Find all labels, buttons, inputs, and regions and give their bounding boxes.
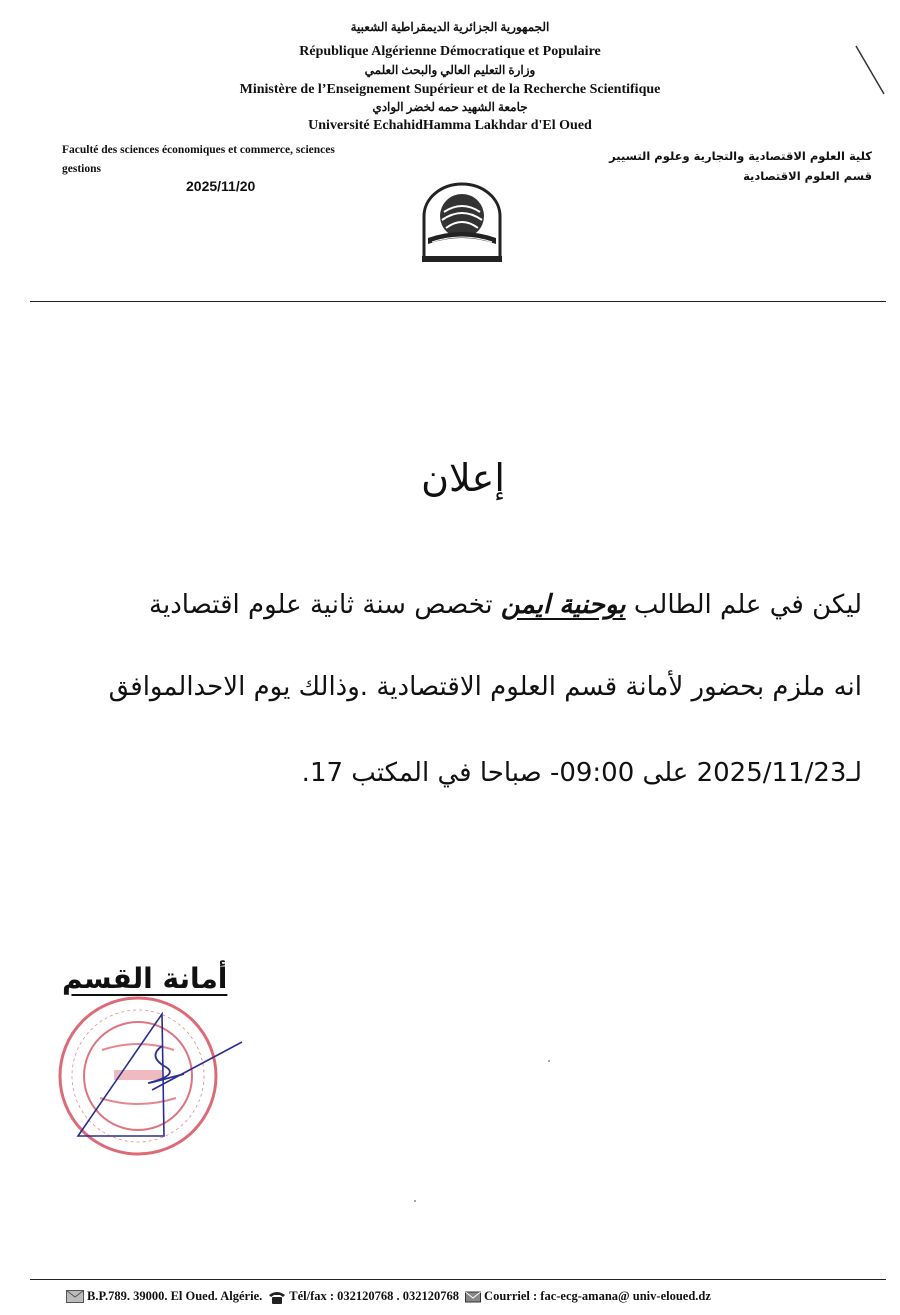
speck [548, 1060, 550, 1062]
footer [66, 1289, 711, 1304]
faculty-fr-line1: Faculté des sciences économiques et commerce, sciences [62, 144, 335, 156]
faculty-ar-line1: كلية العلوم الاقتصادية والتجارية وعلوم التسيير [609, 149, 872, 163]
announcement-line-1 [149, 590, 862, 620]
footer-divider [30, 1279, 886, 1280]
faculty-ar [609, 146, 872, 186]
university-logo [418, 182, 506, 264]
faculty-fr [62, 141, 412, 179]
announcement-line-3: لـ2025/11/23 على 09:00- صباحا في المكتب 17. [301, 758, 862, 788]
ministry-ar: وزارة التعليم العالي والبحث العلمي [364, 63, 536, 77]
footer-address: B.P.789. 39000. El Oued. Algérie. [87, 1289, 263, 1303]
department-ar: قسم العلوم الاقتصادية [743, 169, 872, 183]
announcement-title: إعلان [421, 456, 505, 500]
mail-icon [465, 1290, 481, 1303]
line1-before: ليكن في علم الطالب [625, 590, 862, 620]
republic-fr: République Algérienne Démocratique et Populaire [299, 44, 601, 59]
university-fr: Université EchahidHamma Lakhdar d'El Oued [308, 118, 592, 133]
ministry-fr: Ministère de l’Enseignement Supérieur et de la Recherche Scientifique [239, 82, 661, 97]
line1-after: تخصص سنة ثانية علوم اقتصادية [149, 590, 501, 620]
pen-mark [850, 42, 890, 102]
header-divider [30, 301, 886, 302]
speck [414, 1200, 416, 1202]
student-name: بوحنية ايمن [500, 590, 626, 620]
footer-phone: Tél/fax : 032120768 . 032120768 [289, 1289, 460, 1303]
university-ar: جامعة الشهيد حمه لخضر الوادي [372, 100, 528, 114]
phone-icon [268, 1290, 286, 1304]
signature-label: أمانة القسم [62, 962, 228, 995]
republic-ar: الجمهورية الجزائرية الديمقراطية الشعبية [350, 20, 550, 34]
official-stamp [52, 986, 252, 1162]
envelope-icon [66, 1290, 84, 1303]
announcement-line-2: انه ملزم بحضور لأمانة قسم العلوم الاقتصادية .وذالك يوم الاحدالموافق [108, 672, 862, 702]
footer-email: Courriel : fac-ecg-amana@ univ-eloued.dz [484, 1289, 711, 1303]
faculty-fr-line2: gestions [62, 163, 101, 175]
document-date: 2025/11/20 [186, 178, 256, 194]
